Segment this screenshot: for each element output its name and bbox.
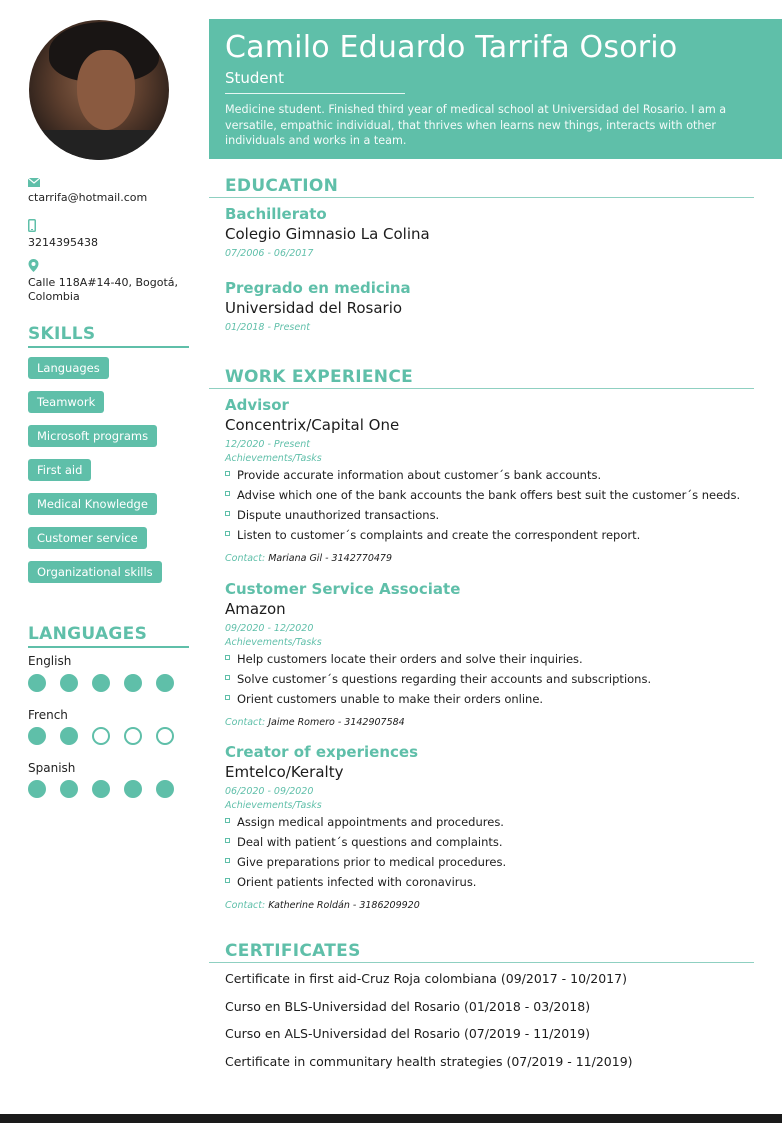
education-dates: 01/2018 - Present xyxy=(225,322,310,333)
task-item xyxy=(225,832,765,852)
photo-face xyxy=(77,50,135,130)
work-experience-heading: WORK EXPERIENCE xyxy=(209,367,754,389)
bullet-icon xyxy=(225,675,230,680)
job-role: Advisor xyxy=(225,396,289,414)
task-item xyxy=(225,872,765,892)
rating-dot-filled xyxy=(92,674,110,692)
role-divider xyxy=(225,93,405,94)
skill-tag: Languages xyxy=(28,357,109,379)
language-name: English xyxy=(28,654,72,668)
certificate-item: Curso en ALS-Universidad del Rosario (07/2019 - 11/2019) xyxy=(225,1026,591,1041)
skill-tag: First aid xyxy=(28,459,91,481)
task-text: Give preparations prior to medical procedures. xyxy=(237,855,507,869)
work-entry xyxy=(225,580,765,730)
task-item xyxy=(225,505,765,525)
language-name: French xyxy=(28,708,68,722)
certificate-item: Curso en BLS-Universidad del Rosario (01/2018 - 03/2018) xyxy=(225,999,591,1014)
achievements-label: Achievements/Tasks xyxy=(225,453,322,464)
bullet-icon xyxy=(225,818,230,823)
task-text: Dispute unauthorized transactions. xyxy=(237,508,440,522)
bottom-bar xyxy=(0,1114,782,1123)
task-text: Orient customers unable to make their orders online. xyxy=(237,692,544,706)
task-text: Orient patients infected with coronavirus. xyxy=(237,875,477,889)
rating-dot-filled xyxy=(156,780,174,798)
rating-dot-filled xyxy=(28,674,46,692)
skill-tag: Customer service xyxy=(28,527,147,549)
contact-address xyxy=(28,259,188,304)
contact-label: Contact: xyxy=(225,717,266,728)
task-text: Provide accurate information about customer´s bank accounts. xyxy=(237,468,602,482)
phone-text: 3214395438 xyxy=(28,236,98,249)
photo-shirt xyxy=(29,130,169,160)
rating-dot-empty xyxy=(92,727,110,745)
skills-list xyxy=(28,357,198,595)
education-entry xyxy=(225,205,765,262)
location-icon xyxy=(28,259,39,272)
company-name: Amazon xyxy=(225,600,286,618)
work-entry xyxy=(225,743,765,913)
rating-dot-empty xyxy=(156,727,174,745)
company-name: Emtelco/Keralty xyxy=(225,763,344,781)
task-text: Assign medical appointments and procedures. xyxy=(237,815,504,829)
rating-dot-filled xyxy=(124,674,142,692)
language-name: Spanish xyxy=(28,761,76,775)
achievements-label: Achievements/Tasks xyxy=(225,637,322,648)
rating-dot-filled xyxy=(60,674,78,692)
bullet-icon xyxy=(225,838,230,843)
rating-dot-filled xyxy=(60,780,78,798)
skill-tag: Organizational skills xyxy=(28,561,162,583)
job-dates: 06/2020 - 09/2020 xyxy=(225,786,314,797)
contact-value: Jaime Romero - 3142907584 xyxy=(268,717,405,728)
skill-tag: Microsoft programs xyxy=(28,425,157,447)
task-item xyxy=(225,669,765,689)
task-text: Deal with patient´s questions and complaints. xyxy=(237,835,503,849)
rating-dot-filled xyxy=(28,727,46,745)
task-item xyxy=(225,465,765,485)
reference-contact xyxy=(225,716,765,730)
job-dates: 09/2020 - 12/2020 xyxy=(225,623,314,634)
rating-dot-empty xyxy=(124,727,142,745)
task-item xyxy=(225,485,765,505)
profile-summary: Medicine student. Finished third year of medical school at Universidad del Rosario. I am a versatile, empathic individual, that thrives when learns new things, interacts with other individuals and works in a team. xyxy=(225,103,727,147)
certificates-heading: CERTIFICATES xyxy=(209,941,754,963)
language-rating xyxy=(28,727,174,745)
task-text: Help customers locate their orders and solve their inquiries. xyxy=(237,652,583,666)
company-name: Concentrix/Capital One xyxy=(225,416,400,434)
candidate-role: Student xyxy=(225,69,285,87)
bullet-icon xyxy=(225,858,230,863)
degree-title: Pregrado en medicina xyxy=(225,279,411,297)
task-item xyxy=(225,525,765,545)
contact-label: Contact: xyxy=(225,900,266,911)
degree-title: Bachillerato xyxy=(225,205,327,223)
job-role: Customer Service Associate xyxy=(225,580,461,598)
task-item xyxy=(225,649,765,669)
skill-tag: Teamwork xyxy=(28,391,104,413)
reference-contact xyxy=(225,899,765,913)
task-text: Advise which one of the bank accounts the bank offers best suit the customer´s needs. xyxy=(237,488,741,502)
contact-value: Mariana Gil - 3142770479 xyxy=(268,553,392,564)
rating-dot-filled xyxy=(92,780,110,798)
school-name: Universidad del Rosario xyxy=(225,299,403,317)
bullet-icon xyxy=(225,695,230,700)
bullet-icon xyxy=(225,471,230,476)
candidate-name: Camilo Eduardo Tarrifa Osorio xyxy=(225,30,678,65)
profile-photo xyxy=(29,20,169,160)
education-entry xyxy=(225,279,765,336)
contact-value: Katherine Roldán - 3186209920 xyxy=(268,900,420,911)
job-dates: 12/2020 - Present xyxy=(225,439,310,450)
job-role: Creator of experiences xyxy=(225,743,418,761)
certificate-item: Certificate in communitary health strategies (07/2019 - 11/2019) xyxy=(225,1054,633,1069)
phone-icon xyxy=(28,219,36,232)
task-list xyxy=(225,812,765,892)
header-banner xyxy=(209,19,782,159)
task-list xyxy=(225,465,765,545)
contact-email xyxy=(28,178,147,205)
email-text: ctarrifa@hotmail.com xyxy=(28,191,148,204)
rating-dot-filled xyxy=(28,780,46,798)
language-rating xyxy=(28,674,174,692)
contact-label: Contact: xyxy=(225,553,266,564)
education-dates: 07/2006 - 06/2017 xyxy=(225,248,314,259)
school-name: Colegio Gimnasio La Colina xyxy=(225,225,430,243)
education-heading: EDUCATION xyxy=(209,176,754,198)
task-text: Listen to customer´s complaints and create the correspondent report. xyxy=(237,528,641,542)
address-text: Calle 118A#14-40, Bogotá, Colombia xyxy=(28,276,179,303)
bullet-icon xyxy=(225,531,230,536)
skills-heading: SKILLS xyxy=(28,324,189,348)
bullet-icon xyxy=(225,511,230,516)
work-entry xyxy=(225,396,765,566)
certificate-item: Certificate in first aid-Cruz Roja colombiana (09/2017 - 10/2017) xyxy=(225,971,627,986)
task-item xyxy=(225,852,765,872)
task-list xyxy=(225,649,765,709)
languages-heading: LANGUAGES xyxy=(28,624,189,648)
task-text: Solve customer´s questions regarding their accounts and subscriptions. xyxy=(237,672,652,686)
rating-dot-filled xyxy=(156,674,174,692)
task-item xyxy=(225,689,765,709)
reference-contact xyxy=(225,552,765,566)
bullet-icon xyxy=(225,655,230,660)
skill-tag: Medical Knowledge xyxy=(28,493,157,515)
bullet-icon xyxy=(225,878,230,883)
email-icon xyxy=(28,178,40,187)
rating-dot-filled xyxy=(124,780,142,798)
achievements-label: Achievements/Tasks xyxy=(225,800,322,811)
rating-dot-filled xyxy=(60,727,78,745)
bullet-icon xyxy=(225,491,230,496)
language-rating xyxy=(28,780,174,798)
task-item xyxy=(225,812,765,832)
contact-phone xyxy=(28,219,98,250)
